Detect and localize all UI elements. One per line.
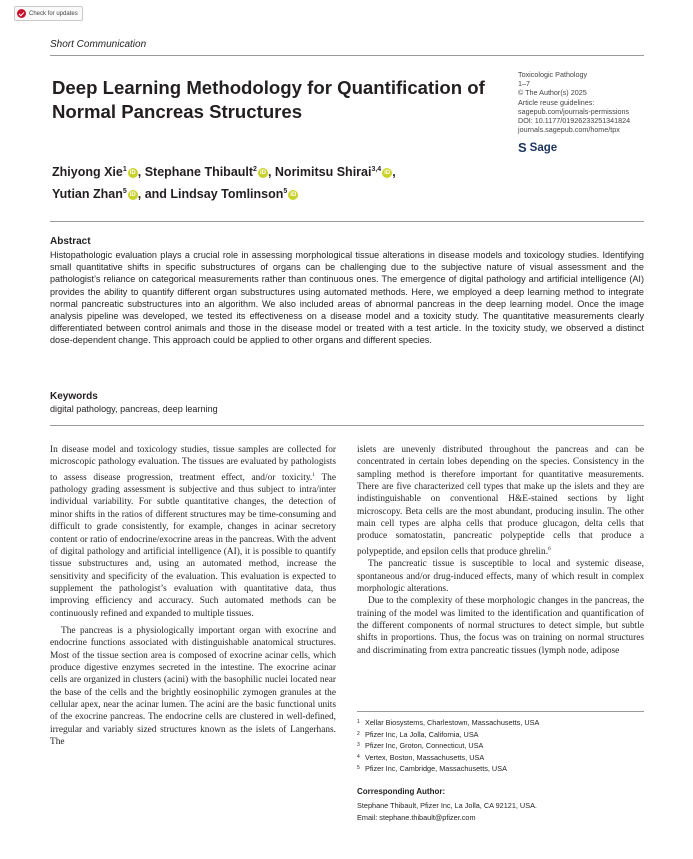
body-column-left — [50, 444, 336, 748]
body-paragraph: Due to the complexity of these morphologic changes in the pancreas, the training of the model was limited to the identification and quantification of the different components of normal structures to detect simple, but subtle shifts in proportions. Thus, the focus was on training on normal structures and discriminating from extra pancreatic tissues (lymph node, adipose — [357, 596, 644, 656]
orcid-icon[interactable]: iD — [129, 169, 136, 176]
author-affiliation-ref: 5 — [122, 188, 127, 196]
keywords-heading: Keywords — [50, 391, 98, 402]
affiliation-item: 5 Pfizer Inc, Cambridge, Massachusetts, USA — [357, 764, 507, 773]
corresponding-author-email[interactable]: Email: stephane.thibault@pfizer.com — [357, 812, 476, 822]
abstract-text: Histopathologic evaluation plays a crucial role in assessing morphological tissue alterations in disease models and toxicology studies. Identifying small quantitative shifts in specific substructures of organs can be challenging due to the subjective nature of visual assessment and the pathologist’s reliance on categorical measurements rather than continuous ones. The emergence of digital pathology and artificial intelligence (AI) provides the ability to quantify different organ substructures using automated methods. Here, we employed a deep learning method to integrate normal pancreatic substructures into an algorithm. We also included areas of abnormal pancreas in the deep learning model. Once the image analysis pipeline was developed, we tested its effectiveness on a disease model and a toxicity study. The quantitative measurements clearly differentiated between control animals and those in the disease model or treated with a test article. In the toxicity study, we observed a distinct dose-dependent change. This approach could be applied to other organs and different species. — [50, 250, 644, 346]
sage-s-icon: S — [518, 140, 527, 155]
affiliation-item: 2 Pfizer Inc, La Jolla, California, USA — [357, 729, 479, 739]
author-name: Stephane Thibault — [144, 165, 254, 180]
permissions-link[interactable]: sagepub.com/journals-permissions — [518, 106, 630, 116]
check-for-updates-badge[interactable] — [14, 6, 83, 21]
author-name: Zhiyong Xie — [52, 165, 123, 180]
journal-info — [518, 70, 644, 134]
article-title: Deep Learning Methodology for Quantification of Normal Pancreas Structures — [52, 77, 485, 122]
corresponding-author-address: Stephane Thibault, Pfizer Inc, La Jolla, CA 92121, USA. — [357, 801, 537, 810]
body-paragraph: The pancreas is a physiologically important organ with exocrine and endocrine functions associated with distinguishable anatomical structures. Most of the tissue section area is composed of exocrine acinar cells, which produce digestive enzymes secreted in the intestine. The exocrine acinar cells are organized in clusters (acini) with the basophilic nuclei located near the base of the cells and the brightly eosinophilic zymogen granules at the cellular apex, near the acinar lumen. The acini are the basic functional units of the exocrine pancreas. The endocrine cells are clustered in well-defined, irregular and variably sized structures known as the islets of Langerhans. The — [50, 625, 336, 748]
affiliations — [357, 717, 644, 775]
corresponding-author-details — [357, 800, 644, 823]
author-affiliation-ref: 1 — [122, 166, 127, 173]
body-paragraph: The pancreatic tissue is susceptible to local and systemic disease, spontaneous and/or drug-induced effects, many of which result in complex morphologic alterations. — [357, 559, 644, 594]
abstract-top-rule — [50, 221, 644, 222]
article-type: Short Communication — [50, 39, 147, 50]
page-range: 1–7 — [518, 79, 530, 89]
keywords-bottom-rule — [50, 425, 644, 426]
publisher-logo — [518, 140, 557, 155]
abstract-heading: Abstract — [50, 236, 91, 247]
doi[interactable]: DOI: 10.1177/01926233251341824 — [518, 116, 631, 126]
author-name: Yutian Zhan — [52, 187, 123, 202]
author-name: Norimitsu Shirai — [274, 165, 372, 180]
author-affiliation-ref: 3,4 — [371, 166, 382, 173]
author-list: Zhiyong Xie$^1$ iD , Stephane Thibault$^2$ iD , Norimitsu Shirai$^{3,4}$ iD , Yutian Zhan$^5$ iD , and Lindsay Tomlinson$^5$ iD — [52, 165, 396, 202]
body-column-right — [357, 444, 644, 657]
orcid-icon[interactable]: iD — [129, 192, 136, 199]
reuse-label: Article reuse guidelines: — [518, 97, 595, 107]
check-updates-icon — [17, 9, 26, 18]
affiliation-item: 4 Vertex, Boston, Massachusetts, USA — [357, 752, 485, 762]
author-affiliation-ref: 5 — [283, 188, 288, 196]
orcid-icon[interactable]: iD — [290, 192, 297, 199]
corresponding-author-heading: Corresponding Author: — [357, 787, 446, 796]
author-affiliation-ref: 2 — [253, 166, 257, 173]
badge-label: Check for updates — [29, 10, 78, 17]
body-paragraph: islets are unevenly distributed throughout the pancreas and can be concentrated in certain lobes depending on the species. Consistency in the sampling method is therefore important for quantitative measurements. There are five characterized cell types that make up the islets and they are indistinguishable on conventional H&E-stained sections by light microscopy. Beta cells are the most abundant, producing insulin. The other main cell types are alpha cells that produce glucagon, delta cells that produce somatostatin, pancreatic polypeptide cells that produce a polypeptide, and epsilon cells that produce ghrelin.$^6$ — [357, 445, 644, 557]
orcid-icon[interactable]: iD — [259, 169, 266, 176]
copyright: © The Author(s) 2025 — [518, 88, 587, 98]
journal-home-link[interactable]: journals.sagepub.com/home/tpx — [518, 125, 620, 135]
citation-ref[interactable]: 1 — [312, 471, 316, 478]
affiliation-rule — [357, 711, 644, 712]
keywords-text: digital pathology, pancreas, deep learning — [50, 404, 218, 414]
body-paragraph: In disease model and toxicology studies, tissue samples are collected for microscopic pathology evaluation. The tissues are evaluated by pathologists to assess disease progression, treatment effect, and/or toxicity.$^1$ The pathology grading assessment is subjective and thus subject to intra/inter individual variability. For subtle quantitative changes, the detection of minor shifts in the ratios of different structures may be time-consuming and difficult to grade consistently, for example, changes in acinar secretory content or ratio of endocrine/exocrine areas in the pancreas. With the advent of digital pathology and artificial intelligence (AI), it is possible to quantify tissue substructures and, using an automated method, increase the sensitivity and specificity of the evaluation. This evaluation is expected to supplement the pathologist’s evaluation with quantitative data, thus improving efficiency and accuracy. Such automated methods can be continuously refined and expanded to multiple tissues. — [50, 445, 336, 619]
journal-name: Toxicologic Pathology — [518, 70, 588, 79]
publisher-name: Sage — [529, 141, 558, 154]
affiliation-item: 1 Xellar Biosystems, Charlestown, Massachusetts, USA — [357, 718, 540, 727]
author-name: Lindsay Tomlinson — [170, 187, 284, 202]
header-rule — [50, 55, 644, 56]
affiliation-item: 3 Pfizer Inc, Groton, Connecticut, USA — [357, 741, 484, 750]
orcid-icon[interactable]: iD — [384, 169, 391, 176]
citation-ref[interactable]: 6 — [547, 545, 551, 552]
